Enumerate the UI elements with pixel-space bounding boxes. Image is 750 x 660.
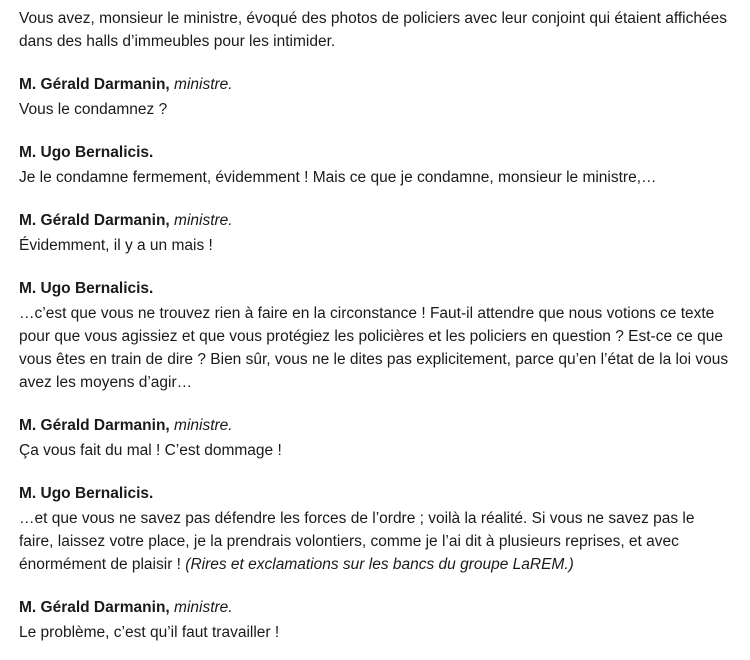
speaker-name: M. Gérald Darmanin, [19, 76, 170, 93]
speech-body: Ça vous fait du mal ! C’est dommage ! [19, 442, 282, 459]
speech-block [19, 414, 732, 462]
speaker-role: ministre. [174, 417, 233, 434]
speech-body: Je le condamne fermement, évidemment ! Mais ce que je condamne, monsieur le ministre,… [19, 169, 657, 186]
speaker-name: M. Ugo Bernalicis. [19, 280, 154, 297]
intro-paragraph: Vous avez, monsieur le ministre, évoqué des photos de policiers avec leur conjoint qui étaient affichées dans des halls d’immeubles pour les intimider. [19, 10, 727, 50]
speech-block [19, 209, 732, 257]
speech-text [19, 166, 732, 189]
speaker-line [19, 209, 732, 232]
speaker-line [19, 141, 732, 164]
speaker-name: M. Gérald Darmanin, [19, 212, 170, 229]
speech-text [19, 621, 732, 644]
speech-body: Évidemment, il y a un mais ! [19, 237, 213, 254]
speaker-name: M. Gérald Darmanin, [19, 599, 170, 616]
speech-body: …c’est que vous ne trouvez rien à faire en la circonstance ! Faut-il attendre que nous votions ce texte pour que vous agissiez et que vous protégiez les policières et les policiers en question ? Est-ce ce que vous êtes en train de dire ? Bien sûr, vous ne le dites pas explicitement, parce qu’en l’état de la loi vous avez les moyens d’agir… [19, 305, 729, 391]
speaker-line [19, 482, 732, 505]
speech-block [19, 277, 732, 394]
stage-direction: (Rires et exclamations sur les bancs du groupe LaREM.) [185, 556, 574, 573]
speech-text [19, 439, 732, 462]
speech-body: …et que vous ne savez pas défendre les forces de l’ordre ; voilà la réalité. Si vous ne savez pas le faire, laissez votre place, je la prendrais volontiers, comme je l’ai dit à plusieurs reprises, et avec énormément de plaisir ! [19, 510, 695, 573]
speech-text [19, 507, 732, 576]
speech-block [19, 596, 732, 644]
speaker-role: ministre. [174, 212, 233, 229]
speaker-role: ministre. [174, 76, 233, 93]
speech-body: Le problème, c’est qu’il faut travailler ! [19, 624, 280, 641]
speech-block [19, 141, 732, 189]
speech-block [19, 482, 732, 576]
speaker-name: M. Gérald Darmanin, [19, 417, 170, 434]
speaker-name: M. Ugo Bernalicis. [19, 144, 154, 161]
speech-text [19, 98, 732, 121]
speaker-line [19, 414, 732, 437]
speaker-name: M. Ugo Bernalicis. [19, 485, 154, 502]
speaker-line [19, 277, 732, 300]
speech-text [19, 234, 732, 257]
speaker-role: ministre. [174, 599, 233, 616]
speech-block [19, 73, 732, 121]
speech-text [19, 302, 732, 394]
speaker-line [19, 73, 732, 96]
speaker-line [19, 596, 732, 619]
speech-body: Vous le condamnez ? [19, 101, 168, 118]
